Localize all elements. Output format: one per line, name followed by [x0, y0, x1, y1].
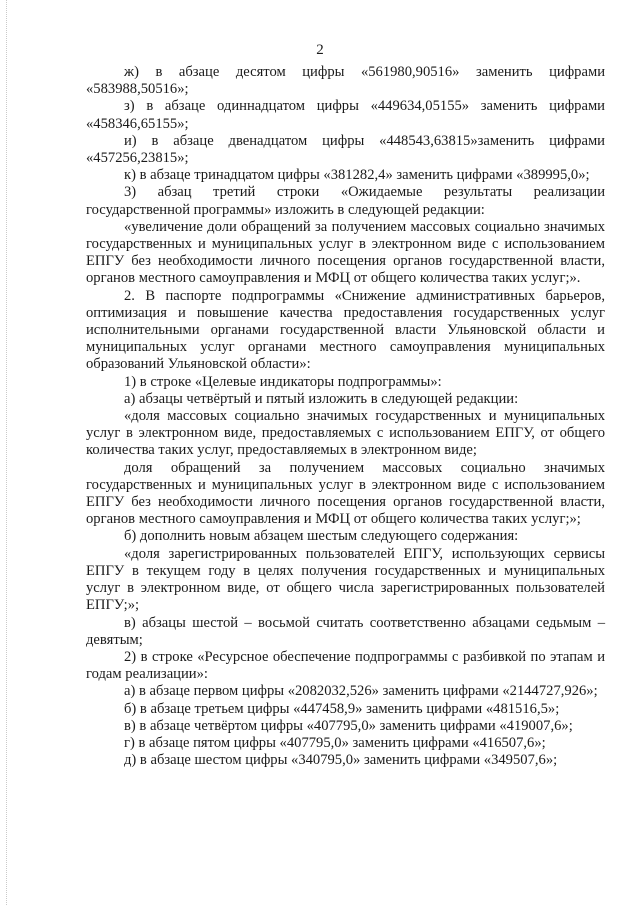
- page-number: 2: [316, 42, 324, 58]
- paragraph: г) в абзаце пятом цифры «407795,0» заменить цифрами «416507,6»;: [124, 734, 546, 751]
- paragraph: доля обращений за получением массовых социально значимых государственных и муниципальных услуг в электронном виде с использованием ЕПГУ без необходимости личного посещения органов государственной власти, органов местного самоуправления и МФЦ от общего количества таких услуг;»;: [86, 459, 605, 528]
- paragraph: «доля зарегистрированных пользователей ЕПГУ, использующих сервисы ЕПГУ в текущем году в целях получения государственных и муниципальных услуг в электронном виде, от общего числа зарегистрированных пользователей ЕПГУ;»;: [86, 545, 605, 614]
- paragraph: в) в абзаце четвёртом цифры «407795,0» заменить цифрами «419007,6»;: [124, 717, 573, 734]
- paragraph: 1) в строке «Целевые индикаторы подпрограммы»:: [124, 373, 442, 390]
- paragraph: 2. В паспорте подпрограммы «Снижение административных барьеров, оптимизация и повышение качества предоставления государственных услуг исполнительными органами государственной власти Ульяновской области и муниципальных услуг органами местного самоуправления муниципальных образований Ульяновской области»:: [86, 287, 605, 373]
- paragraph: и) в абзаце двенадцатом цифры «448543,63815»заменить цифрами «457256,23815»;: [86, 132, 605, 167]
- paragraph: 3) абзац третий строки «Ожидаемые результаты реализации государственной программы» изложить в следующей редакции:: [86, 184, 605, 218]
- paragraph: а) абзацы четвёртый и пятый изложить в следующей редакции:: [124, 390, 519, 407]
- document-body: [86, 64, 605, 769]
- paragraph: 2) в строке «Ресурсное обеспечение подпрограммы с разбивкой по этапам и годам реализации»:: [86, 648, 605, 683]
- paragraph: б) дополнить новым абзацем шестым следующего содержания:: [124, 528, 519, 545]
- paragraph: з) в абзаце одиннадцатом цифры «449634,05155» заменить цифрами «458346,65155»;: [86, 98, 605, 132]
- paragraph: д) в абзаце шестом цифры «340795,0» заменить цифрами «349507,6»;: [124, 752, 558, 769]
- scan-left-edge: [6, 0, 7, 905]
- paragraph: к) в абзаце тринадцатом цифры «381282,4» заменить цифрами «389995,0»;: [124, 167, 590, 184]
- paragraph: в) абзацы шестой – восьмой считать соответственно абзацами седьмым – девятым;: [86, 614, 605, 648]
- paragraph: «доля массовых социально значимых государственных и муниципальных услуг в электронном виде, предоставляемых с использованием ЕПГУ, от общего количества таких услуг, предоставляемых в электронном виде;: [86, 408, 605, 459]
- paragraph: а) в абзаце первом цифры «2082032,526» заменить цифрами «2144727,926»;: [124, 683, 598, 700]
- paragraph: «увеличение доли обращений за получением массовых социально значимых государственных и муниципальных услуг в электронном виде с использованием ЕПГУ без необходимости личного посещения органов государственной власти, органов местного самоуправления и МФЦ от общего количества таких услуг;».: [86, 218, 605, 287]
- paragraph: ж) в абзаце десятом цифры «561980,90516» заменить цифрами «583988,50516»;: [86, 64, 605, 98]
- paragraph: б) в абзаце третьем цифры «447458,9» заменить цифрами «481516,5»;: [124, 700, 560, 717]
